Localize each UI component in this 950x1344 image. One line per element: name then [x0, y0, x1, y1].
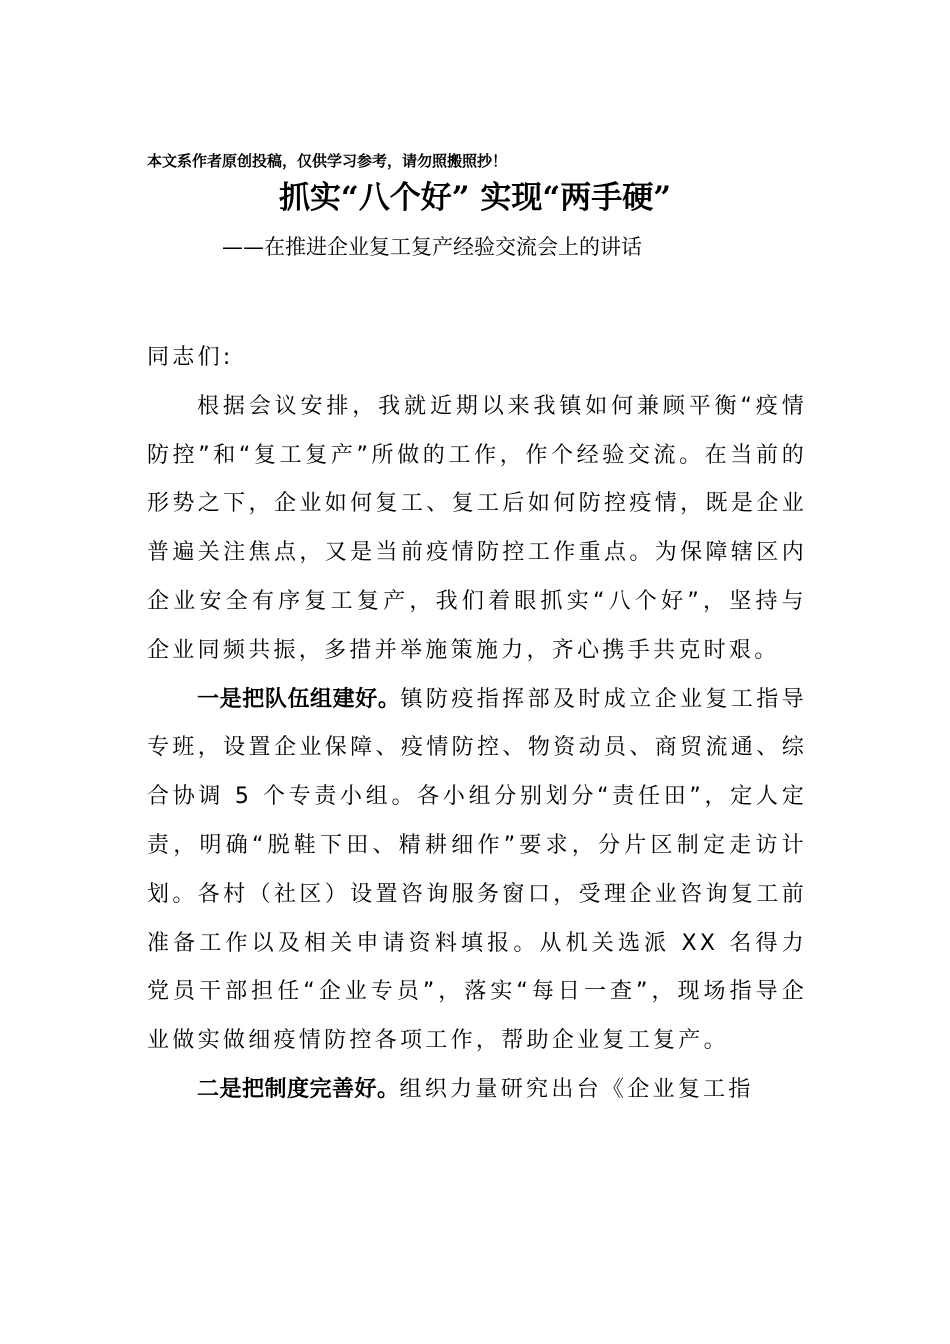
document-title: 抓实“八个好” 实现“两手硬” — [278, 180, 672, 216]
paragraph-intro — [147, 383, 807, 676]
document-body — [147, 334, 807, 1115]
document-subtitle: ——在推进企业复工复产经验交流会上的讲话 — [222, 235, 642, 259]
paragraph-system — [147, 1066, 807, 1115]
paragraph-text: 根据会议安排，我就近期以来我镇如何兼顾平衡“疫情防控”和“复工复产”所做的工作，作个经验交流。在当前的形势之下，企业如何复工、复工后如何防控疫情，既是企业普遍关注焦点，又是当前疫情防控工作重点。为保障辖区内企业安全有序复工复产，我们着眼抓实“八个好”，坚持与企业同频共振，多措并举施策施力，齐心携手共克时艰。 — [147, 393, 807, 663]
paragraph-text: 镇防疫指挥部及时成立企业复工指导专班，设置企业保障、疫情防控、物资动员、商贸流通、综合协调 5 个专责小组。各小组分别划分“责任田”，定人定责，明确“脱鞋下田、精耕细作”要求，分片区制定走访计划。各村（社区）设置咨询服务窗口，受理企业咨询复工前准备工作以及相关申请资料填报。从机关选派 XX 名得力党员干部担任“企业专员”，落实“每日一查”，现场指导企业做实做细疫情防控各项工作，帮助企业复工复产。 — [147, 686, 807, 1054]
paragraph-text: 组织力量研究出台《企业复工指 — [399, 1076, 754, 1102]
paragraph-team — [147, 676, 807, 1066]
paragraph-lead: 一是把队伍组建好。 — [197, 686, 401, 712]
copyright-notice: 本文系作者原创投稿，仅供学习参考，请勿照搬照抄！ — [147, 152, 508, 170]
salutation: 同志们: — [147, 345, 234, 370]
paragraph-lead: 二是把制度完善好。 — [197, 1076, 400, 1102]
